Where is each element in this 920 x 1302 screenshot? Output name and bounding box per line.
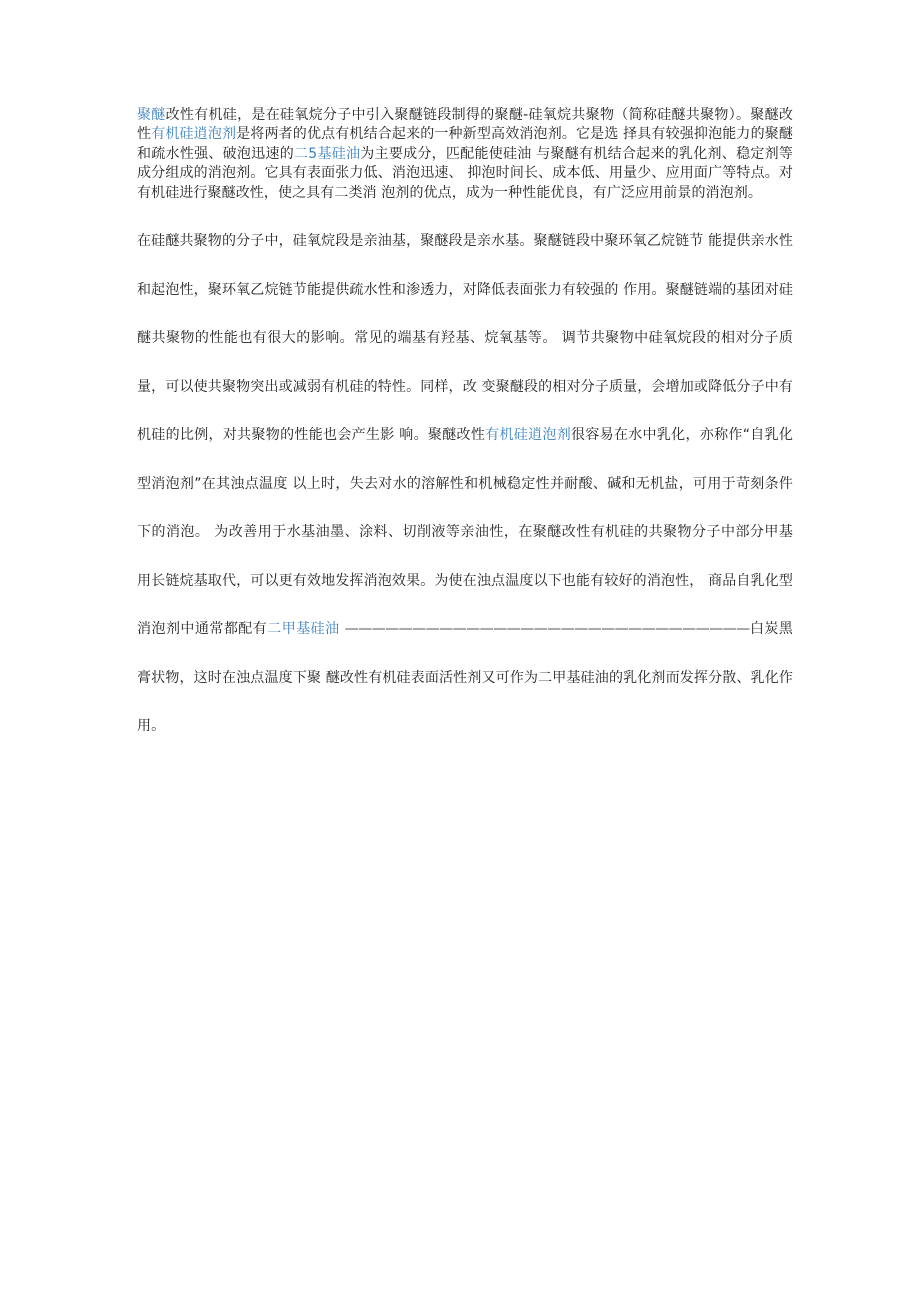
structure-text: 很容易在水中乳化，亦称作“自乳化型消泡剂”在其浊点温度 以上时，失去对水的溶解性和机械稳定性并耐酸、碱和无机盐，可用于苛刻条件下的消泡。 为改善用于水基油墨、涂料、切削液等亲油性，在聚醚改性有机硅的共聚物分子中部分甲基 用长链烷基取代，可以更有效地发挥消泡效果。为使在浊点温度以下也能有较好的消泡性， 商品自乳化型消泡剂中通常都配有 [137, 427, 793, 638]
intro-text: 是将两者的优点有机结合起来的一种新型高效消泡剂。它是选 择具有较强抑泡能力的聚醚和疏水性强、破泡迅速的 [137, 126, 793, 162]
document-page [137, 106, 793, 751]
structure-link[interactable]: 有机硅逍泡剂 [485, 427, 572, 444]
structure-text: 在硅醚共聚物的分子中，硅氧烷段是亲油基，聚醚段是亲水基。聚醚链段中聚环氧乙烷链节 能提供亲水性和起泡性，聚环氧乙烷链节能提供疏水性和渗透力，对降低表面张力有较强的 作用。聚醚链端的基团对硅醚共聚物的性能也有很大的影响。常见的端基有羟基、烷氧基等。 调节共聚物中硅氧烷段的相对分子质量，可以使共聚物突出或减弱有机硅的特性。同样，改 变聚醚段的相对分子质量，会增加或降低分子中有机硅的比例，对共聚物的性能也会产生影 响。聚醚改性 [137, 233, 793, 444]
structure-text: 白炭黑膏状物，这时在浊点温度下聚 醚改性有机硅表面活性剂又可作为二甲基硅油的乳化剂而发挥分散、乳化作用。 [137, 621, 793, 735]
paragraph-intro [137, 106, 793, 203]
intro-link[interactable]: 聚醚 [137, 107, 166, 123]
intro-link[interactable]: 有机硅逍泡剂 [151, 126, 237, 143]
intro-text: 改性有机硅，是在硅氧烷分子中引入聚醚链段制得的聚醚-硅氧烷共聚物（简称硅醚共聚物）。聚醚改性 [137, 107, 793, 143]
intro-link[interactable]: 二5基硅油 [294, 145, 361, 162]
intro-text: 为主要成分，匹配能使硅油 与聚醚有机结合起来的乳化剂、稳定剂等成分组成的消泡剂。它具有表面张力低、消泡迅速、 抑泡时间长、成本低、用量少、应用面广等特点。对有机硅进行聚醚改性，使之具有二类消 泡剂的优点，成为一种性能优良，有广泛应用前景的消泡剂。 [137, 145, 793, 201]
structure-link[interactable]: 二甲基硅油 [267, 621, 340, 638]
structure-dash-line: —————————————————————————————— [344, 621, 750, 638]
paragraph-structure [137, 217, 793, 751]
